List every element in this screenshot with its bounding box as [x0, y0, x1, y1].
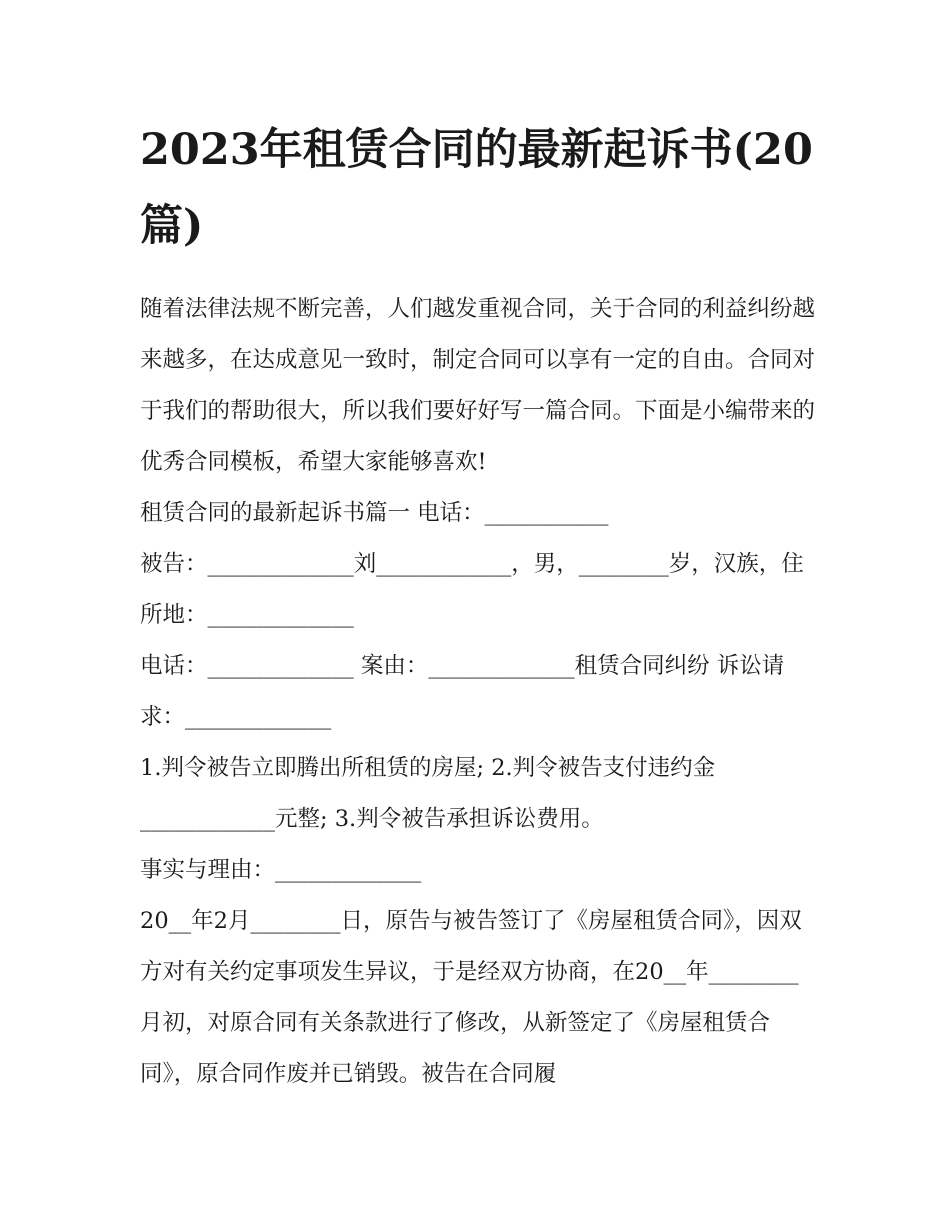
intro-paragraph: 随着法律法规不断完善，人们越发重视合同，关于合同的利益纠纷越来越多，在达成意见一致时，制定合同可以享有一定的自由。合同对于我们的帮助很大，所以我们要好好写一篇合同。下面是小编带来的优秀合同模板，希望大家能够喜欢!: [140, 296, 816, 475]
claims-paragraph: 1.判令被告立即腾出所租赁的房屋; 2.判令被告支付违约金____________元整; 3.判令被告承担诉讼费用。: [140, 755, 716, 832]
defendant-info-paragraph: 被告：_____________刘____________，男，________岁，汉族，住所地：_____________: [140, 551, 804, 628]
facts-paragraph: 20__年2月________日，原告与被告签订了《房屋租赁合同》，因双方对有关约定事项发生异议，于是经双方协商，在20__年________月初，对原合同有关条款进行了修改，从新签定了《房屋租赁合同》，原合同作废并已销毁。被告在合同履: [140, 908, 802, 1087]
facts-heading: 事实与理由：_____________: [140, 857, 422, 883]
case-cause-paragraph: 电话：_____________ 案由：_____________租赁合同纠纷 诉讼请求：_____________: [140, 653, 785, 730]
document-title: 2023年租赁合同的最新起诉书(20篇): [140, 125, 813, 251]
document-body: [140, 284, 820, 1100]
section-heading-line: 租赁合同的最新起诉书篇一 电话：___________: [140, 500, 609, 526]
document-page: [140, 112, 820, 1100]
